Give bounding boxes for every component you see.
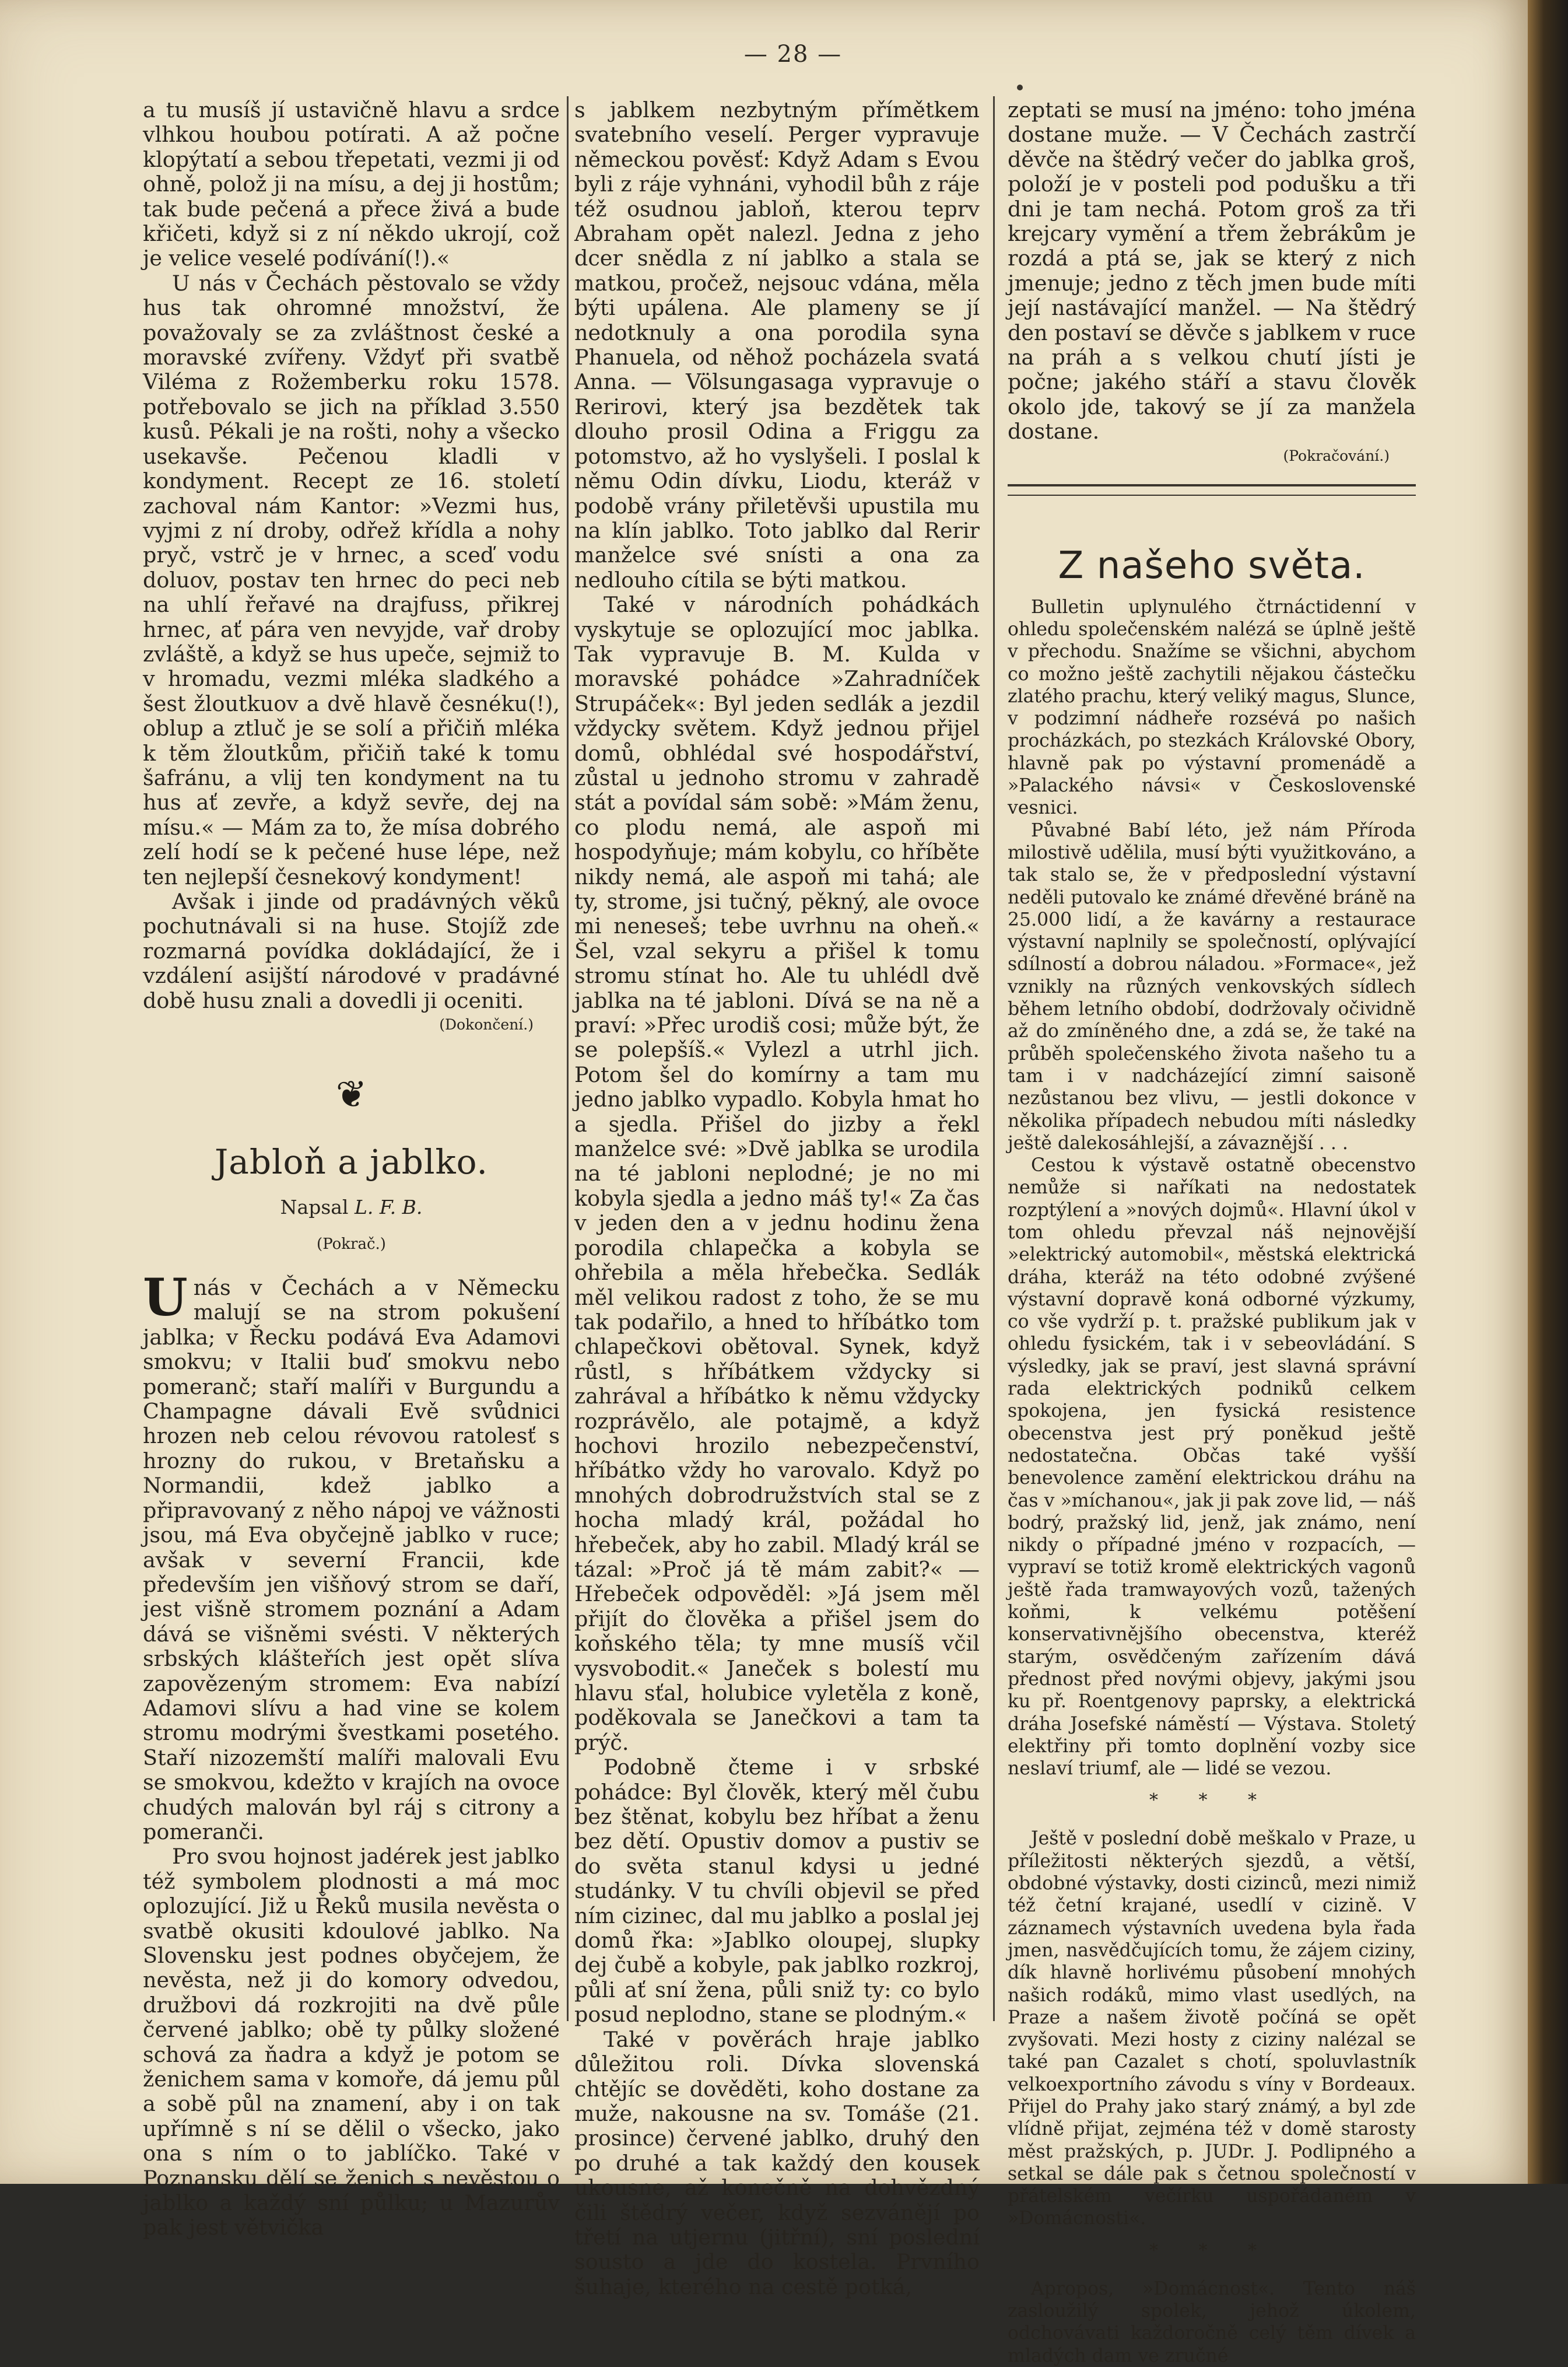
column-left: [143, 98, 560, 2240]
paragraph: Také v národních pohádkách vyskytuje se oplozující moc jablka. Tak vypravuje B. M. Kulda v moravské pohádce »Zahradníček Strupáček«: Byl jeden sedlák a jezdil vždycky světem. Když jednou přijel domů, obhlédal své hospodářství, zůstal u jednoho stromu v zahradě stát a povídal sám sobě: »Mám ženu, co plodu nemá, ale aspoň mi hospodyňuje; mám kobylu, co hříběte nikdy nemá, ale aspoň mi tahá; ale ty, strome, jsi tučný, pěkný, ale ovoce mi neneseš; tebe uvrhnu na oheň.« Šel, vzal sekyru a přišel k tomu stromu stínat ho. Ale tu uhlédl dvě jablka na té jabloni. Dívá se na ně a praví: »Přec urodiš cosi; může být, že se polepšíš.« Vylezl a utrhl jich. Potom šel do komírny a tam mu jedno jablko vypadlo. Kobyla hmat ho a sjedla. Přišel do jizby a řekl manželce své: »Dvě jablka se urodila na té jabloni neplodné; je no mi kobyla sjedla a jedno máš ty!« Za čas v jeden den a v jednu hodinu žena porodila chlapečka a kobyla se ohřebila a měla hřebečka. Sedlák měl velikou radost z toho, že se mu tak podařilo, a hned to hříbátko tom chlapečkovi obětoval. Synek, když růstl, s hříbátkem vždycky si zahrával a hříbátko k němu vždycky rozprávělo, ale potajmě, a když hochovi hrozilo nebezpečenství, hříbátko vždy ho varovalo. Když po mnohých dobrodružstvích stal se z hocha mladý král, požádal ho hřebeček, aby ho zabil. Mladý král se tázal: »Proč já tě mám zabit?« — Hřebeček odpověděl: »Já jsem měl přijít do člověka a přišel jsem do koňského těla; ty mne musíš včil vysvobodit.« Janeček s bolestí mu hlavu sťal, holubice vyletěla z koně, poděkovala se Janečkovi a tam ta prýč.: [574, 592, 980, 1755]
paragraph: a tu musíš jí ustavičně hlavu a srdce vlhkou houbou potírati. A až počne klopýtatí a sebou třepetati, vezmi ji od ohně, polož ji na mísu, a dej ji hostům; tak bude pečená a přece živá a bude křičeti, když si z ní někdo ukrojí, což je velice veselé podívání(!).«: [143, 97, 560, 271]
continuation-note: (Dokončení.): [439, 1016, 534, 1034]
ink-dot: [1017, 85, 1023, 90]
paragraph: Půvabné Babí léto, jež nám Příroda milostivě udělila, musí býti využitkováno, a tak stalo se, že v předposlední výstavní neděli putovalo ke známé dřevěné bráně na 25.000 lidí, a že kavárny a restaurace výstavní naplnily se společností, oplývající sdílností a dobrou náladou. »Formace«, jež vznikly na různých venkovských sídlech během letního období, dodržovaly očividně až do zmíněného dne, a zdá se, že také na průběh společenského života našeho tu a tam i v nadcházející zimní saisoně nezůstanou bez vlivu, — jestli dokonce v několika případech nebudou míti následky ještě dalekosáhlejší, a závaznější . . .: [1008, 820, 1416, 1154]
fleuron-ornament-icon: ❦: [335, 1073, 367, 1117]
paragraph: Také v pověrách hraje jablko důležitou roli. Dívka slovenská chtějíc se dověděti, koho dostane za muže, nakousne na sv. Tomáše (21. prosince) červené jablko, druhý den po druhé a tak každý den kousek ukousne, až konečně na dohvězdný čili štědrý večer, když sezvánějí po třetí na utjernu (jitřní), sní poslední sousto a jde do kostela. Prvního šuhaje, kterého na cestě potká,: [574, 2026, 980, 2299]
section-title: Z našeho světa.: [1058, 544, 1366, 587]
article-title: Jabloň a jablko.: [215, 1142, 488, 1182]
page-number: — 28 —: [743, 41, 843, 68]
paragraph: Ještě v poslední době meškalo v Praze, u příležitosti některých sjezdů, a větší, obdobné výstavky, dosti cizinců, mezi nimiž též četní krajané, usedlí v cizině. V záznamech výstavních uvedena byla řada jmen, nasvědčujících tomu, že zájem ciziny, dík hlavně horlivému působení mnohých našich rodáků, mimo vlast usedlých, na Praze a našem životě počíná se opět zvyšovati. Mezi hosty z ciziny nalézal se také pan Cazalet s chotí, spoluvlastník velkoexportního závodu s víny v Bordeaux. Přijel do Prahy jako starý známý, a byl zde vlídně přijat, zejména též v domě starosty měst pražských, p. JUDr. J. Podlipného a setkal se dále pak s četnou společností v přátelském večírku uspořádaném v »Domácnosti«.: [1008, 1828, 1416, 2229]
column-divider: [567, 96, 569, 2021]
byline: [143, 1193, 560, 1222]
paragraph-text: nás v Čechách a v Německu malují se na strom pokušení jablka; v Řecku podává Eva Adamovi smokvu; v Italii buď smokvu nebo pomeranč; staří malíři v Burgundu a Champagne dávali Evě svůdnici hrozen neb celou révovou ratolesť s hrozny do rukou, v Bretaňsku a Normandii, kdež jablko a připravovaný z něho nápoj ve vážnosti jsou, má Eva obyčejně jablko v ruce; avšak v severní Francii, kde především jen višňový strom se daří, jest višně stromem poznání a Adam dává se višněmi svésti. V některých srbských klášteřích jest opět slíva zapovězeným stromem: Eva nabízí Adamovi slívu a had vine se kolem stromu modrými švestkami posetého. Staří nizozemští malíři malovali Evu se smokvou, kdežto v krajích na ovoce chudých malován byl ráj s citrony a pomeranči.: [143, 1275, 560, 1844]
paragraph: Podobně čteme i v srbské pohádce: Byl člověk, který měl čubu bez štěnat, kobylu bez hříbat a ženu bez dětí. Opustiv domov a pustiv se do světa stanul kdysi u jedné studánky. V tu chvíli objevil se před ním cizinec, dal mu jablko a poslal jej domů řka: »Jablko oloupej, slupky dej čubě a kobyle, pak jablko rozkroj, půli ať sní žena, půli sniž ty: co bylo posud neplodno, stane se plodným.«: [574, 1755, 980, 2028]
column-right: [1008, 98, 1416, 2367]
paragraph: Pro svou hojnost jadérek jest jablko též symbolem plodnosti a má moc oplozující. Již u Řeků musila nevěsta o svatbě okusiti kdoulové jablko. Na Slovensku jest podnes obyčejem, že nevěsta, než ji do komory odvedou, družbovi dá rozkrojiti na dvě půle červené jablko; obě ty půlky složené schová za ňadra a když je potom se ženichem sama v komoře, dá jemu půl a sobě půl na znamení, aby i on tak upřímně s ní se dělil o všecko, jako ona s ním o to jablíčko. Také v Poznansku dělí se ženich s nevěstou o jablko a každý sní půlku; u Mazurův pak jest větvička: [143, 1844, 560, 2240]
separator-stars: * * *: [1149, 2240, 1275, 2261]
column-news: [1008, 596, 1416, 2367]
byline-prefix: Napsal: [280, 1196, 349, 1219]
continuation-note: (Pokračování.): [1283, 447, 1390, 464]
byline-author: L. F. B.: [354, 1196, 423, 1219]
separator-stars: * * *: [1149, 1790, 1275, 1811]
paragraph: zeptati se musí na jméno: toho jména dostane muže. — V Čechách zastrčí děvče na štědrý večer do jablka groš, položí je v posteli pod podušku a tři dni je tam nechá. Potom groš za tři krejcary vymění a třem žebrákům je rozdá a ptá se, jak se který z nich jmenuje; jedno z těch jmen bude míti její nastávající manžel. — Na štědrý den postaví se děvče s jablkem v ruce na práh a s velkou chutí jísti je počne; jakého stáří a stavu člověk okolo jde, takový se jí za manžela dostane.: [1008, 97, 1416, 444]
paragraph: [143, 1267, 560, 1844]
book-binding-edge: [1528, 0, 1568, 2184]
paragraph: Apropos, »Domácnost«. Tento náš zasloužilý spolek, jehož úkolem, odchovávati každoročně celý těm dívek a mladých dam ve zručné: [1008, 2278, 1416, 2366]
column-middle: [574, 98, 980, 2299]
paragraph: U nás v Čechách pěstovalo se vždy hus tak ohromné množství, že považovaly se za zvláštnost české a moravské zvířeny. Vždyť při svatbě Viléma z Rožemberku roku 1578. potřebovalo se jich na příklad 3.550 kusů. Pékali je na rošti, nohy a všecko usekavše. Pečenou kladli v kondyment. Recept ze 16. století zachoval nám Kantor: »Vezmi hus, vyjmi z ní droby, odřež křídla a nohy pryč, vstrč je v hrnec, a sceď vodu doluov, postav ten hrnec do peci neb na uhlí řeřavé na drajfuss, přikrej hrnec, ať pára ven nevyjde, vař droby zvláště, a když se hus upeče, sejmiž to v hromadu, vezmi mléka sladkého a šest žloutkuov a dvě hlavě česnéku(!), oblup a ztluč je se solí a přičiň mléka k těm žloutkům, přičiň také k tomu šafránu, a vlij ten kondyment na tu hus ať zevře, a když sevře, dej na mísu.« — Mám za to, že mísa dobrého zelí hodí se k pečené huse lépe, než ten nejlepší česnekový kondyment!: [143, 270, 560, 890]
drop-cap: U: [143, 1267, 188, 1328]
column-divider: [993, 96, 995, 2021]
paragraph: s jablkem nezbytným přímětkem svatebního veselí. Perger vypravuje německou pověsť: Když Adam s Evou byli z ráje vyhnáni, vyhodil bůh z ráje též osudnou jabloň, kterou teprv Abraham opět nalezl. Jedna z jeho dcer snědla z ní jablko a stala se matkou, pročež, nejsouc vdána, měla býti upálena. Ale plameny se jí nedotknuly a ona porodila syna Phanuela, od něhož pocházela svatá Anna. — Völsungasaga vypravuje o Rerirovi, který jsa bezdětek tak dlouho prosil Odina a Friggu za potomstvo, až ho vyslyšeli. I poslal k němu Odin dívku, Liodu, kteráž v podobě vrány přiletěvši upustila mu na klín jablko. Toto jablko dal Rerir manželce své snísti a ona za nedlouho cítila se býti matkou.: [574, 97, 980, 593]
paragraph: Bulletin uplynulého čtrnáctidenní v ohledu společenském nalézá se úplně ještě v přechodu. Snažíme se všichni, abychom co možno ještě zachytili nějakou částečku zlatého prachu, který veliký magus, Slunce, v podzimní nádheře rozsévá po našich procházkách, po stezkách Královské Obory, hlavně pak po výstavní promenádě a »Palackého návsi« v Československé vesnici.: [1008, 596, 1416, 819]
paragraph: Avšak i jinde od pradávných věků pochutnávali si na huse. Stojíž zde rozmarná povídka dokládající, že i vzdálení asijští národové v pradávné době husu znali a dovedli ji oceniti.: [143, 889, 560, 1013]
section-divider: [1008, 484, 1416, 496]
continued-note: (Pokrač.): [317, 1235, 386, 1253]
paragraph: Cestou k výstavě ostatně obecenstvo nemůže si naříkati na nedostatek rozptýlení a »nových dojmů«. Hlavní úkol v tom ohledu převzal náš nejnovější »elektrický automobil«, městská elektrická dráha, kteráž na této odobné zvýšené výstavní dopravě koná odborné výzkumy, co vše vydrží p. t. pražské publikum jak v ohledu fysickém, tak i v sebeovládání. S výsledky, jak se praví, jest slavná správní rada elektrických podniků celkem spokojena, jen fysická resistence obecenstva jest prý poněkud ještě nedostatečna. Občas také vyšší benevolence zamění elektrickou dráhu na čas v »míchanou«, jak ji pak zove lid, — náš bodrý, pražský lid, jenž, jak známo, není nikdy o případné jméno v rozpacích, — vypraví se totiž kromě elektrických vagonů ještě řada tramwayových vozů, tažených koňmi, k velkému potěšení konservativnějšího obecenstva, kteréž starým, osvědčeným zařízením dává přednost před novými objevy, jakými jsou ku př. Roentgenovy paprsky, a elektrická dráha Josefské náměstí — Výstava. Stoletý elektřiny při tomto doplnění vozby sice neslaví triumf, ale — lidé se vezou.: [1008, 1155, 1416, 1780]
